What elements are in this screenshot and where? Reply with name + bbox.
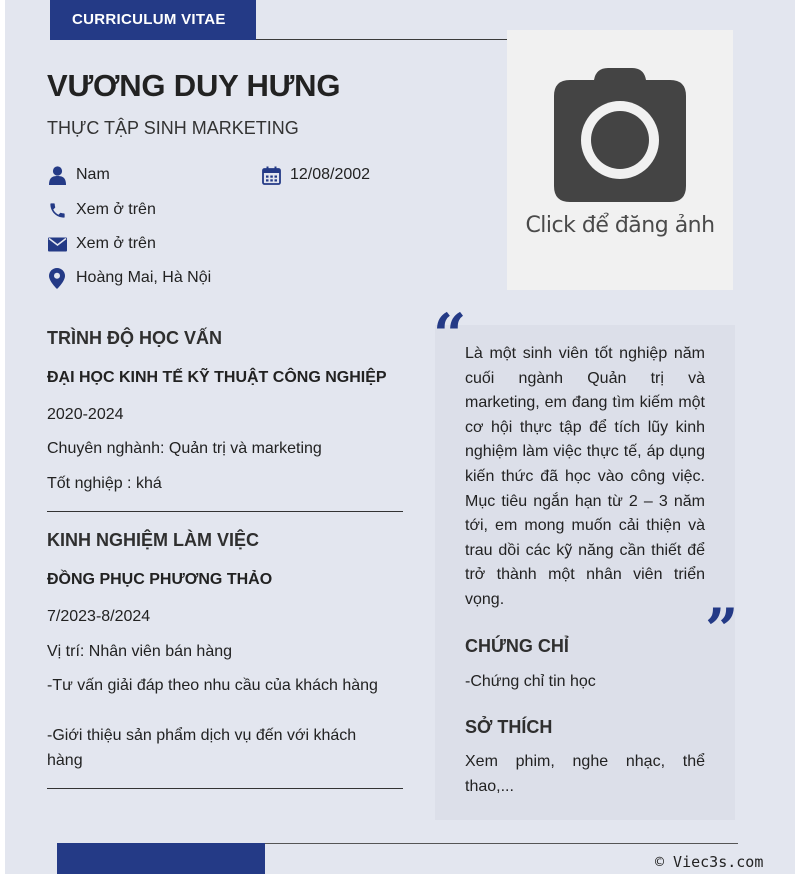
education-heading: TRÌNH ĐỘ HỌC VẤN xyxy=(47,328,222,348)
education-major: Chuyên nghành: Quản trị và marketing xyxy=(47,440,322,457)
experience-position: Vị trí: Nhân viên bán hàng xyxy=(47,643,233,660)
address-value: Hoàng Mai, Hà Nội xyxy=(76,269,212,286)
person-icon xyxy=(47,165,67,185)
certificate-item: -Chứng chỉ tin học xyxy=(465,673,596,690)
phone-value: Xem ở trên xyxy=(76,201,156,218)
watermark: © Viec3s.com xyxy=(655,853,764,871)
experience-company: ĐỒNG PHỤC PHƯƠNG THẢO xyxy=(47,571,273,588)
phone-row xyxy=(47,200,156,220)
career-objective: Là một sinh viên tốt nghiệp năm cuối ngành Quản trị và marketing, em đang tìm kiếm một cơ hội thực tập để tích lũy kinh nghiệm làm việc thực tế, áp dụng kiến thức đã học vào công việc. Mục tiêu ngắn hạn từ 2 – 3 năm tới, em mong muốn cải thiện và trau dồi các kỹ năng cần thiết để trở thành một nhân viên triển vọng. xyxy=(465,345,705,608)
header-divider xyxy=(256,39,508,40)
experience-duty-2: -Giới thiệu sản phẩm dịch vụ đến với khách hàng xyxy=(47,727,357,769)
education-divider xyxy=(47,511,403,512)
camera-icon xyxy=(552,68,688,204)
education-period: 2020-2024 xyxy=(47,406,124,423)
calendar-icon xyxy=(261,165,281,185)
certificates-heading: CHỨNG CHỈ xyxy=(465,636,569,656)
footer-divider xyxy=(265,843,738,844)
quote-open-icon: “ xyxy=(433,301,467,369)
email-row xyxy=(47,234,156,254)
birthdate-row xyxy=(261,165,370,185)
experience-duty-1: -Tư vấn giải đáp theo nhu cầu của khách hàng xyxy=(47,677,378,694)
cv-header-tab: CURRICULUM VITAE xyxy=(50,0,256,40)
address-row xyxy=(47,268,211,288)
hobbies-heading: SỞ THÍCH xyxy=(465,717,553,737)
photo-upload-box[interactable] xyxy=(507,30,733,290)
footer-accent-bar xyxy=(57,843,265,874)
birthdate-value: 12/08/2002 xyxy=(290,166,371,183)
education-school: ĐẠI HỌC KINH TẾ KỸ THUẬT CÔNG NGHIỆP xyxy=(47,369,387,386)
phone-icon xyxy=(47,200,67,220)
quote-close-icon: ” xyxy=(705,596,739,664)
experience-divider xyxy=(47,788,403,789)
envelope-icon xyxy=(47,234,67,254)
photo-upload-caption: Click để đăng ảnh xyxy=(525,213,715,238)
gender-row xyxy=(47,165,110,185)
hobbies-text: Xem phim, nghe nhạc, thể thao,... xyxy=(465,753,705,795)
location-pin-icon xyxy=(47,268,67,288)
education-grade: Tốt nghiệp : khá xyxy=(47,475,162,492)
experience-period: 7/2023-8/2024 xyxy=(47,608,151,625)
candidate-title: THỰC TẬP SINH MARKETING xyxy=(47,118,299,138)
email-value: Xem ở trên xyxy=(76,235,156,252)
gender-value: Nam xyxy=(76,166,110,183)
experience-heading: KINH NGHIỆM LÀM VIỆC xyxy=(47,530,260,550)
candidate-name: VƯƠNG DUY HƯNG xyxy=(47,68,341,103)
